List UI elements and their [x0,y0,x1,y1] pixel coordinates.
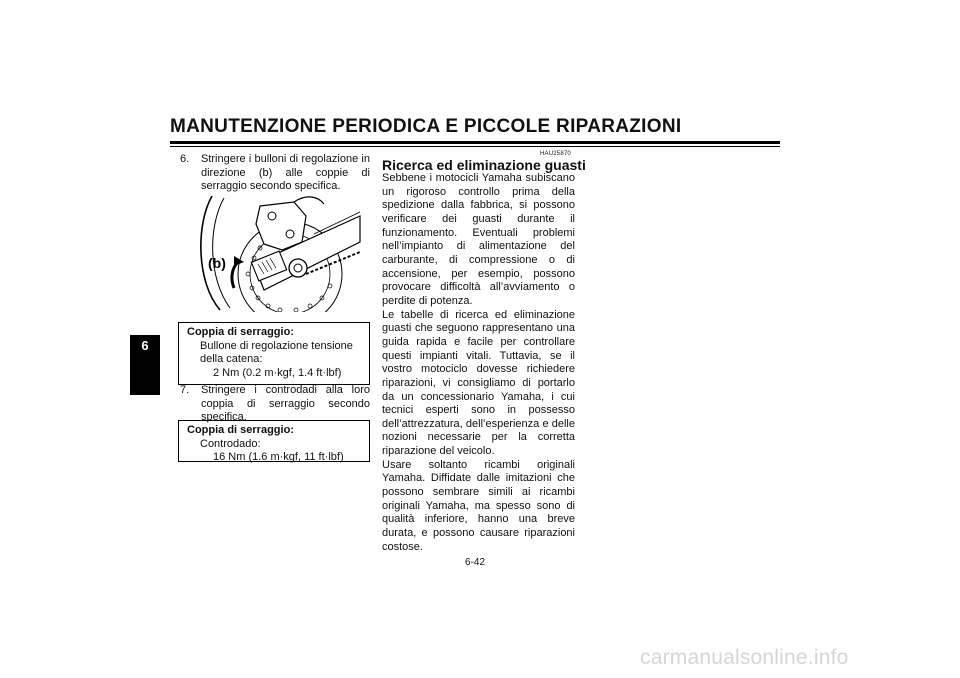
step-6-text: Stringere i bulloni di regolazione in direzione (b) alle coppie di serraggio secondo specifica. [201,153,370,193]
torque-spec-box-2 [178,420,370,462]
header-rule-thin [170,146,780,147]
paragraph-1: Sebbene i motocicli Yamaha subiscano un rigoroso controllo prima della spedizione dalla fabbrica, si possono verificare dei guasti durante il funzionamento. Eventuali problemi nell’impianto di alimentazione del carburante, di compressione o di accensione, per esempio, possono provocare difficoltà all’avviamento o perdite di potenza. [382,172,575,307]
step-6-number: 6. [180,153,190,165]
brake-caliper [256,202,306,250]
step-7-text: Stringere i controdadi alla loro coppia di serraggio secondo specifica. [201,384,370,424]
torque-box-1-item: Bullone di regolazione tensione della catena: [200,339,353,366]
torque-box-2-item: Controdado: [200,437,261,450]
watermark: carmanualsonline.info [640,646,849,669]
step-7 [180,384,370,425]
tire-inner-outline [213,198,230,308]
header-rule-thick [170,141,780,144]
torque-box-1-heading: Coppia di serraggio: [187,326,294,338]
torque-spec-box-1 [178,322,370,385]
chain-adjuster-illustration [194,194,362,312]
paragraph-2: Le tabelle di ricerca ed eliminazione guasti che seguono rappresentano una guida rapida e facile per controllare questi impianti vitali. Tuttavia, se il vostro motociclo dovesse richiedere riparazioni, vi consigliamo di portarlo da un concessionario Yamaha, i cui tecnici esperti sono in possesso dell’attrezzatura, dell’esperienza e delle nozioni necessarie per la corretta riparazione del veicolo. [382,308,575,458]
caliper-hose [294,197,324,204]
section-title: Ricerca ed eliminazione guasti [382,157,586,173]
page-title: MANUTENZIONE PERIODICA E PICCOLE RIPARAZIONI [170,116,682,137]
figure-callout-b: (b) [208,255,226,271]
torque-box-1-value: 2 Nm (0.2 m·kgf, 1.4 ft·lbf) [213,366,342,379]
direction-arrow [232,262,238,288]
section-code: HAU25870 [540,151,571,157]
paragraph-3: Usare soltanto ricambi originali Yamaha. Diffidate dalle imitazioni che possono sembrare simili ai ricambi originali Yamaha, ma spesso sono di qualità inferiore, hanno una breve durata, e possono causare riparazioni costose. [382,458,575,553]
torque-box-2-value: 16 Nm (1.6 m·kgf, 11 ft·lbf) [213,451,344,464]
page-number: 6-42 [465,557,486,568]
chapter-number: 6 [141,338,149,353]
axle-nut [289,259,307,277]
section-body [382,172,575,554]
step-6 [180,153,370,194]
chapter-tab [130,335,160,395]
step-7-number: 7. [180,384,190,396]
torque-box-2-heading: Coppia di serraggio: [187,424,294,436]
